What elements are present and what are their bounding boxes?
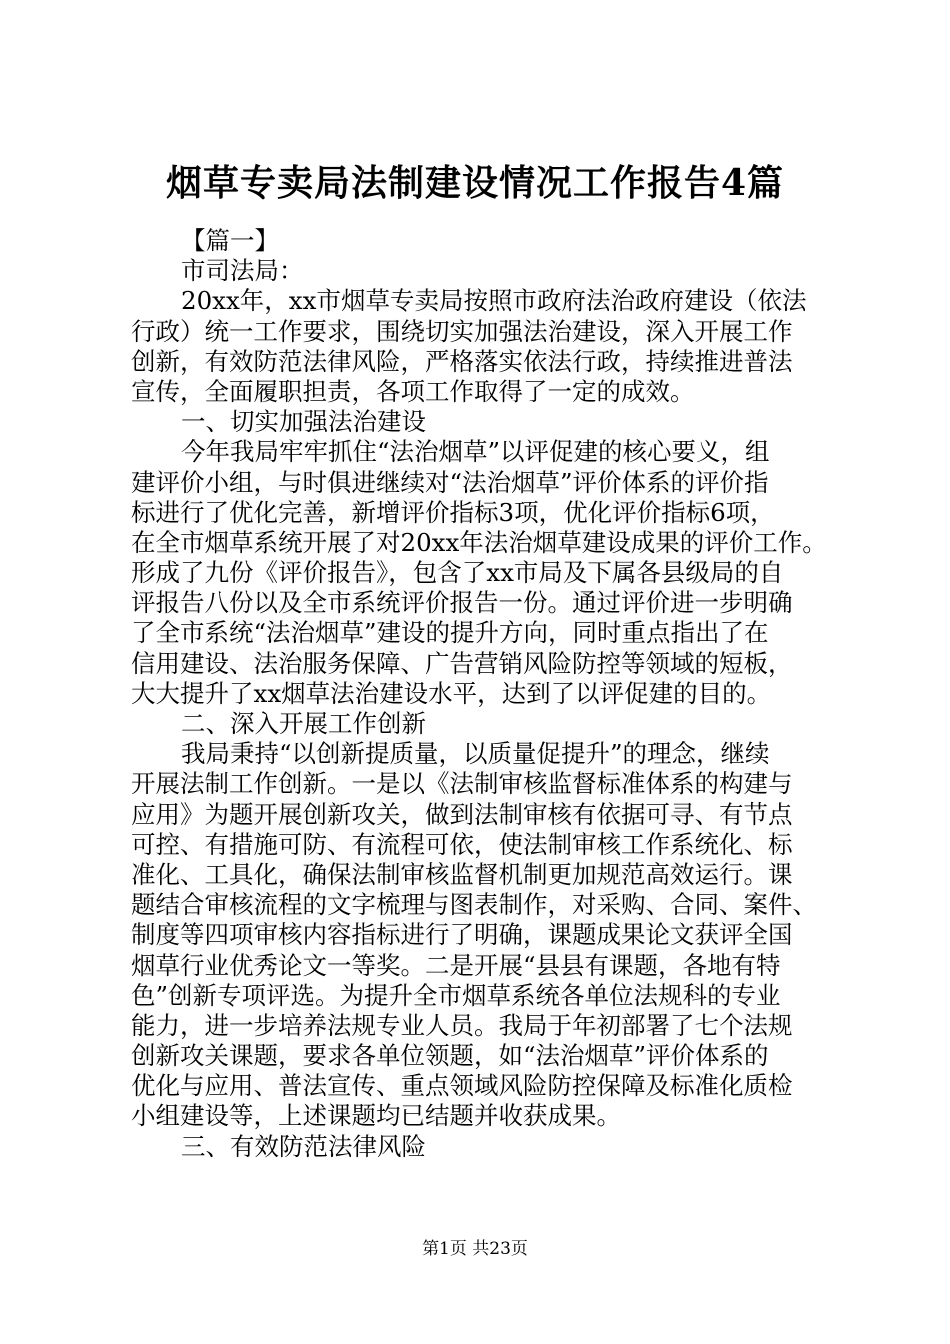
text-line: 三、有效防范法律风险 (181, 1131, 426, 1161)
text-line: 烟草行业优秀论文一等奖。二是开展“县县有课题，各地有特 (131, 950, 781, 980)
text-line: 制度等四项审核内容指标进行了明确，课题成果论文获评全国 (131, 920, 793, 950)
page-footer: 第1页 共23页 (422, 1239, 528, 1259)
text-line: 行政）统一工作要求，围绕切实加强法治建设，深入开展工作 (131, 316, 793, 346)
text-line: 大大提升了xx烟草法治建设水平，达到了以评促建的目的。 (131, 678, 772, 708)
text-line: 信用建设、法治服务保障、广告营销风险防控等领域的短板， (131, 648, 793, 678)
text-line: 准化、工具化，确保法制审核监督机制更加规范高效运行。课 (131, 859, 793, 889)
text-line: 创新攻关课题，要求各单位领题，如“法治烟草”评价体系的 (131, 1041, 769, 1071)
text-line: 创新，有效防范法律风险，严格落实依法行政，持续推进普法 (131, 346, 793, 376)
document-body (131, 226, 831, 1162)
text-line: 20xx年，xx市烟草专卖局按照市政府法治政府建设（依法 (181, 286, 807, 316)
text-line: 优化与应用、普法宣传、重点领域风险防控保障及标准化质检 (131, 1071, 793, 1101)
text-line: 应用》为题开展创新攻关，做到法制审核有依据可寻、有节点 (131, 799, 793, 829)
text-line: 宣传，全面履职担责，各项工作取得了一定的成效。 (131, 376, 695, 406)
text-line: 今年我局牢牢抓住“法治烟草”以评促建的核心要义，组 (181, 437, 770, 467)
text-line: 能力，进一步培养法规专业人员。我局于年初部署了七个法规 (131, 1010, 793, 1040)
text-line: 在全市烟草系统开展了对20xx年法治烟草建设成果的评价工作。 (131, 527, 827, 557)
text-line: 评报告八份以及全市系统评价报告一份。通过评价进一步明确 (131, 588, 793, 618)
text-line: 建评价小组，与时俱进继续对“法治烟草”评价体系的评价指 (131, 467, 769, 497)
text-line: 题结合审核流程的文字梳理与图表制作，对采购、合同、案件、 (131, 890, 817, 920)
text-line: 形成了九份《评价报告》，包含了xx市局及下属各县级局的自 (131, 558, 784, 588)
text-line: 可控、有措施可防、有流程可依，使法制审核工作系统化、标 (131, 829, 793, 859)
text-line: 市司法局： (181, 256, 304, 286)
text-line: 色”创新专项评选。为提升全市烟草系统各单位法规科的专业 (131, 980, 781, 1010)
text-line: 标进行了优化完善，新增评价指标3项，优化评价指标6项， (131, 497, 775, 527)
text-line: 二、深入开展工作创新 (181, 709, 426, 738)
text-line: 一、切实加强法治建设 (181, 407, 426, 437)
text-line: 了全市系统“法治烟草”建设的提升方向，同时重点指出了在 (131, 618, 769, 648)
document-title: 烟草专卖局法制建设情况工作报告4篇 (165, 162, 785, 204)
text-line: 我局秉持“以创新提质量，以质量促提升”的理念，继续 (181, 739, 770, 769)
text-line: 【篇一】 (181, 226, 279, 255)
text-line: 小组建设等，上述课题均已结题并收获成果。 (131, 1101, 621, 1131)
text-line: 开展法制工作创新。一是以《法制审核监督标准体系的构建与 (131, 769, 793, 799)
